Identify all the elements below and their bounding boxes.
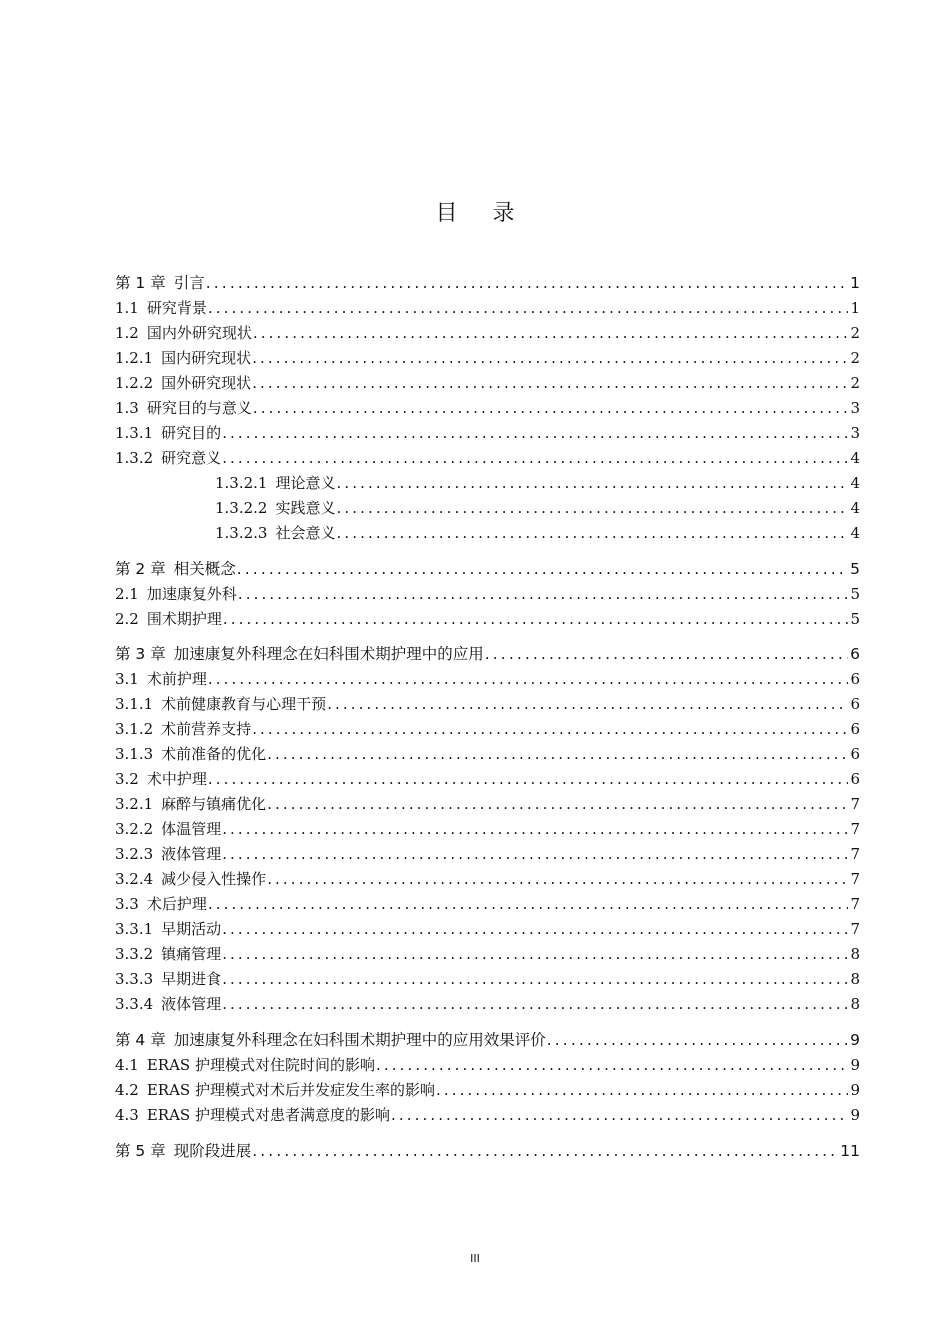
- toc-page-number: 6: [850, 645, 860, 663]
- toc-entry-label: [115, 347, 251, 369]
- toc-entry-label: [115, 893, 207, 915]
- toc-page-number: 7: [850, 795, 860, 813]
- toc-entry-label: [115, 693, 326, 715]
- toc-entry-title: 早期进食: [161, 970, 222, 988]
- toc-entry-number: 3.2.3: [115, 845, 154, 863]
- dot-leader: [436, 1079, 848, 1101]
- dot-leader: [222, 422, 848, 444]
- toc-page-number: 4: [850, 449, 860, 467]
- toc-entry-number: 1.2.1: [115, 349, 154, 367]
- toc-entry-title: 体温管理: [161, 820, 222, 838]
- toc-entry[interactable]: [115, 422, 860, 444]
- toc-page-number: 3: [850, 424, 860, 442]
- toc-entry-number: 3.3.1: [115, 920, 154, 938]
- toc-page-number: 11: [840, 1142, 860, 1160]
- toc-entry[interactable]: [115, 693, 860, 715]
- dot-leader: [206, 272, 848, 294]
- dot-leader: [222, 993, 848, 1015]
- toc-entry[interactable]: [215, 497, 860, 519]
- toc-entry-label: [115, 272, 205, 294]
- toc-page-number: 7: [850, 870, 860, 888]
- toc-entry-title: 术中护理: [146, 770, 207, 788]
- dot-leader: [252, 372, 848, 394]
- dot-leader: [238, 583, 849, 605]
- toc-entry[interactable]: [115, 893, 860, 915]
- dot-leader: [222, 843, 848, 865]
- dot-leader: [267, 793, 848, 815]
- toc-entry-number: 1.3: [115, 399, 139, 417]
- toc-entry[interactable]: [115, 347, 860, 369]
- toc-entry-title: 加速康复外科理念在妇科围术期护理中的应用效果评价: [173, 1031, 546, 1049]
- toc-entry[interactable]: [115, 768, 860, 790]
- dot-leader: [208, 768, 849, 790]
- toc-entry-number: 第 2 章: [115, 560, 166, 578]
- toc-entry[interactable]: [115, 583, 860, 605]
- toc-entry-title: 研究背景: [146, 299, 207, 317]
- dot-leader: [237, 558, 848, 580]
- toc-entry-label: [115, 608, 222, 630]
- toc-entry-number: 4.1: [115, 1056, 139, 1074]
- dot-leader: [337, 497, 849, 519]
- toc-entry-label: [115, 297, 207, 319]
- toc-entry-number: 3.2: [115, 770, 139, 788]
- toc-entry-label: [115, 643, 484, 665]
- toc-entry-number: 3.1: [115, 670, 139, 688]
- toc-chapter-entry[interactable]: [115, 272, 860, 294]
- toc-entry[interactable]: [115, 1079, 860, 1101]
- toc-entry-label: [115, 322, 252, 344]
- toc-entry[interactable]: [115, 668, 860, 690]
- toc-entry-title: 术前准备的优化: [161, 745, 267, 763]
- toc-entry-title: ERAS 护理模式对患者满意度的影响: [146, 1106, 390, 1124]
- toc-entry-title: 早期活动: [161, 920, 222, 938]
- toc-entry-title: 减少侵入性操作: [161, 870, 267, 888]
- toc-entry-title: 实践意义: [275, 499, 336, 517]
- toc-entry-number: 1.2: [115, 324, 139, 342]
- toc-entry-number: 2.1: [115, 585, 139, 603]
- dot-leader: [208, 668, 849, 690]
- toc-page-number: 1: [850, 274, 860, 292]
- toc-page-number: 6: [850, 670, 860, 688]
- toc-entry-number: 1.3.2.2: [215, 499, 268, 517]
- toc-page-number: 8: [850, 945, 860, 963]
- toc-entry-label: [115, 558, 236, 580]
- toc-page-number: 6: [850, 745, 860, 763]
- dot-leader: [252, 347, 848, 369]
- toc-entry-label: [115, 1104, 390, 1126]
- toc-page-number: 9: [850, 1081, 860, 1099]
- toc-entry[interactable]: [215, 472, 860, 494]
- toc-entry-label: [115, 968, 221, 990]
- toc-entry-label: [115, 943, 221, 965]
- toc-entry-number: 4.2: [115, 1081, 139, 1099]
- dot-leader: [208, 297, 849, 319]
- toc-entry-title: 液体管理: [161, 995, 222, 1013]
- dot-leader: [253, 322, 849, 344]
- toc-entry-number: 第 5 章: [115, 1142, 166, 1160]
- toc-entry-title: 麻醉与镇痛优化: [161, 795, 267, 813]
- toc-entry-label: [115, 768, 207, 790]
- toc-page-number: 3: [850, 399, 860, 417]
- toc-entry[interactable]: [115, 397, 860, 419]
- toc-entry-title: 术后护理: [146, 895, 207, 913]
- toc-entry[interactable]: [115, 818, 860, 840]
- toc-entry-title: 液体管理: [161, 845, 222, 863]
- dot-leader: [267, 868, 848, 890]
- toc-entry-number: 1.2.2: [115, 374, 154, 392]
- dot-leader: [376, 1054, 848, 1076]
- toc-page-number: 6: [850, 695, 860, 713]
- dot-leader: [547, 1029, 848, 1051]
- toc-page-number: 4: [850, 499, 860, 517]
- toc-page-number: 7: [850, 845, 860, 863]
- toc-entry-label: [115, 793, 266, 815]
- toc-entry-number: 3.2.1: [115, 795, 154, 813]
- dot-leader: [485, 643, 848, 665]
- dot-leader: [222, 968, 848, 990]
- toc-entry-title: 加速康复外科理念在妇科围术期护理中的应用: [173, 645, 484, 663]
- toc-entry[interactable]: [115, 868, 860, 890]
- toc-entry-title: 镇痛管理: [161, 945, 222, 963]
- toc-entry-number: 3.3.4: [115, 995, 154, 1013]
- toc-entry-title: 国外研究现状: [161, 374, 252, 392]
- toc-entry-number: 1.3.1: [115, 424, 154, 442]
- dot-leader: [223, 608, 849, 630]
- toc-page-number: 5: [850, 560, 860, 578]
- toc-entry-number: 第 4 章: [115, 1031, 166, 1049]
- toc-entry-number: 1.3.2.3: [215, 524, 268, 542]
- toc-entry-number: 3.1.1: [115, 695, 154, 713]
- toc-entry[interactable]: [115, 743, 860, 765]
- toc-entry[interactable]: [115, 1054, 860, 1076]
- toc-page-number: 6: [850, 770, 860, 788]
- toc-entry-number: 3.1.3: [115, 745, 154, 763]
- toc-page-number: 5: [850, 585, 860, 603]
- toc-entry-label: [115, 868, 266, 890]
- toc-entry-number: 1.1: [115, 299, 139, 317]
- toc-chapter-entry[interactable]: [115, 1029, 860, 1051]
- toc-entry-title: 术前护理: [146, 670, 207, 688]
- toc-entry-number: 4.3: [115, 1106, 139, 1124]
- toc-page-number: 2: [850, 324, 860, 342]
- toc-entry-label: [215, 472, 336, 494]
- toc-entry-title: 国内外研究现状: [146, 324, 252, 342]
- toc-entry-label: [115, 1054, 375, 1076]
- toc-entry[interactable]: [115, 447, 860, 469]
- toc-entry[interactable]: [115, 322, 860, 344]
- toc-title: 目 录: [435, 201, 529, 226]
- toc-page-number: 7: [850, 920, 860, 938]
- toc-entry-title: ERAS 护理模式对术后并发症发生率的影响: [146, 1081, 435, 1099]
- toc-page-number: 7: [850, 895, 860, 913]
- toc-entry-title: 引言: [173, 274, 205, 292]
- toc-entry-title: 术前健康教育与心理干预: [161, 695, 327, 713]
- toc-entry-number: 1.3.2: [115, 449, 154, 467]
- toc-entry-number: 3.2.4: [115, 870, 154, 888]
- toc-entry-number: 第 1 章: [115, 274, 166, 292]
- toc-entry-label: [115, 818, 221, 840]
- toc-entry-label: [115, 1079, 435, 1101]
- dot-leader: [252, 718, 848, 740]
- toc-page-number: 5: [850, 610, 860, 628]
- toc-page-number: 8: [850, 970, 860, 988]
- toc-entry-title: 研究目的与意义: [146, 399, 252, 417]
- toc-entry-label: [115, 583, 237, 605]
- dot-leader: [222, 943, 848, 965]
- toc-page-number: 9: [850, 1056, 860, 1074]
- toc-entry-number: 3.2.2: [115, 820, 154, 838]
- toc-entry-label: [215, 522, 336, 544]
- toc-entry-title: ERAS 护理模式对住院时间的影响: [146, 1056, 375, 1074]
- toc-chapter-entry[interactable]: [115, 643, 860, 665]
- toc-entry-title: 研究意义: [161, 449, 222, 467]
- toc-entry-label: [115, 422, 221, 444]
- toc-entry-label: [115, 1140, 251, 1162]
- toc-page-number: 9: [850, 1106, 860, 1124]
- toc-entry-number: 3.1.2: [115, 720, 154, 738]
- toc-entry-label: [215, 497, 336, 519]
- toc-entry-title: 加速康复外科: [146, 585, 237, 603]
- toc-entry-label: [115, 447, 221, 469]
- toc-entry[interactable]: [115, 608, 860, 630]
- toc-entry-number: 2.2: [115, 610, 139, 628]
- toc-entry-title: 理论意义: [275, 474, 336, 492]
- toc-entry-title: 围术期护理: [146, 610, 222, 628]
- toc-entry[interactable]: [115, 297, 860, 319]
- dot-leader: [252, 1140, 838, 1162]
- toc-entry-label: [115, 843, 221, 865]
- toc-entry[interactable]: [115, 993, 860, 1015]
- toc-page-number: 7: [850, 820, 860, 838]
- toc-entry-title: 研究目的: [161, 424, 222, 442]
- toc-page-number: 1: [850, 299, 860, 317]
- dot-leader: [337, 472, 849, 494]
- toc-entry-title: 相关概念: [173, 560, 236, 578]
- toc-entry-title: 社会意义: [275, 524, 336, 542]
- toc-entry[interactable]: [115, 718, 860, 740]
- dot-leader: [267, 743, 848, 765]
- page-folio: III: [470, 1252, 480, 1265]
- toc-entry-label: [115, 372, 251, 394]
- toc-entry-label: [115, 993, 221, 1015]
- toc-entry-label: [115, 668, 207, 690]
- dot-leader: [222, 918, 848, 940]
- toc-entry-number: 3.3.2: [115, 945, 154, 963]
- toc-entry[interactable]: [115, 372, 860, 394]
- toc-entry-label: [115, 918, 221, 940]
- toc-entry-label: [115, 397, 252, 419]
- toc-entry[interactable]: [115, 918, 860, 940]
- toc-entry[interactable]: [115, 793, 860, 815]
- toc-page-number: 8: [850, 995, 860, 1013]
- dot-leader: [391, 1104, 848, 1126]
- toc-entry-title: 国内研究现状: [161, 349, 252, 367]
- toc-page-number: 2: [850, 349, 860, 367]
- toc-page-number: 2: [850, 374, 860, 392]
- dot-leader: [222, 447, 848, 469]
- toc-entry-label: [115, 743, 266, 765]
- dot-leader: [208, 893, 849, 915]
- toc-page-number: 6: [850, 720, 860, 738]
- toc-entry-number: 3.3: [115, 895, 139, 913]
- toc-entry-label: [115, 1029, 546, 1051]
- dot-leader: [327, 693, 848, 715]
- toc-entry-number: 第 3 章: [115, 645, 166, 663]
- dot-leader: [222, 818, 848, 840]
- toc-entry-label: [115, 718, 251, 740]
- toc-entry-number: 1.3.2.1: [215, 474, 268, 492]
- toc-entry-number: 3.3.3: [115, 970, 154, 988]
- toc-entry[interactable]: [215, 522, 860, 544]
- toc-page-number: 4: [850, 524, 860, 542]
- toc-page-number: 4: [850, 474, 860, 492]
- toc-entry-title: 术前营养支持: [161, 720, 252, 738]
- dot-leader: [253, 397, 849, 419]
- toc-chapter-entry[interactable]: [115, 1140, 860, 1162]
- toc-entry[interactable]: [115, 1104, 860, 1126]
- dot-leader: [337, 522, 849, 544]
- toc-entry-title: 现阶段进展: [173, 1142, 252, 1160]
- toc-entry[interactable]: [115, 843, 860, 865]
- toc-entry[interactable]: [115, 968, 860, 990]
- toc-page-number: 9: [850, 1031, 860, 1049]
- toc-entry[interactable]: [115, 943, 860, 965]
- toc-chapter-entry[interactable]: [115, 558, 860, 580]
